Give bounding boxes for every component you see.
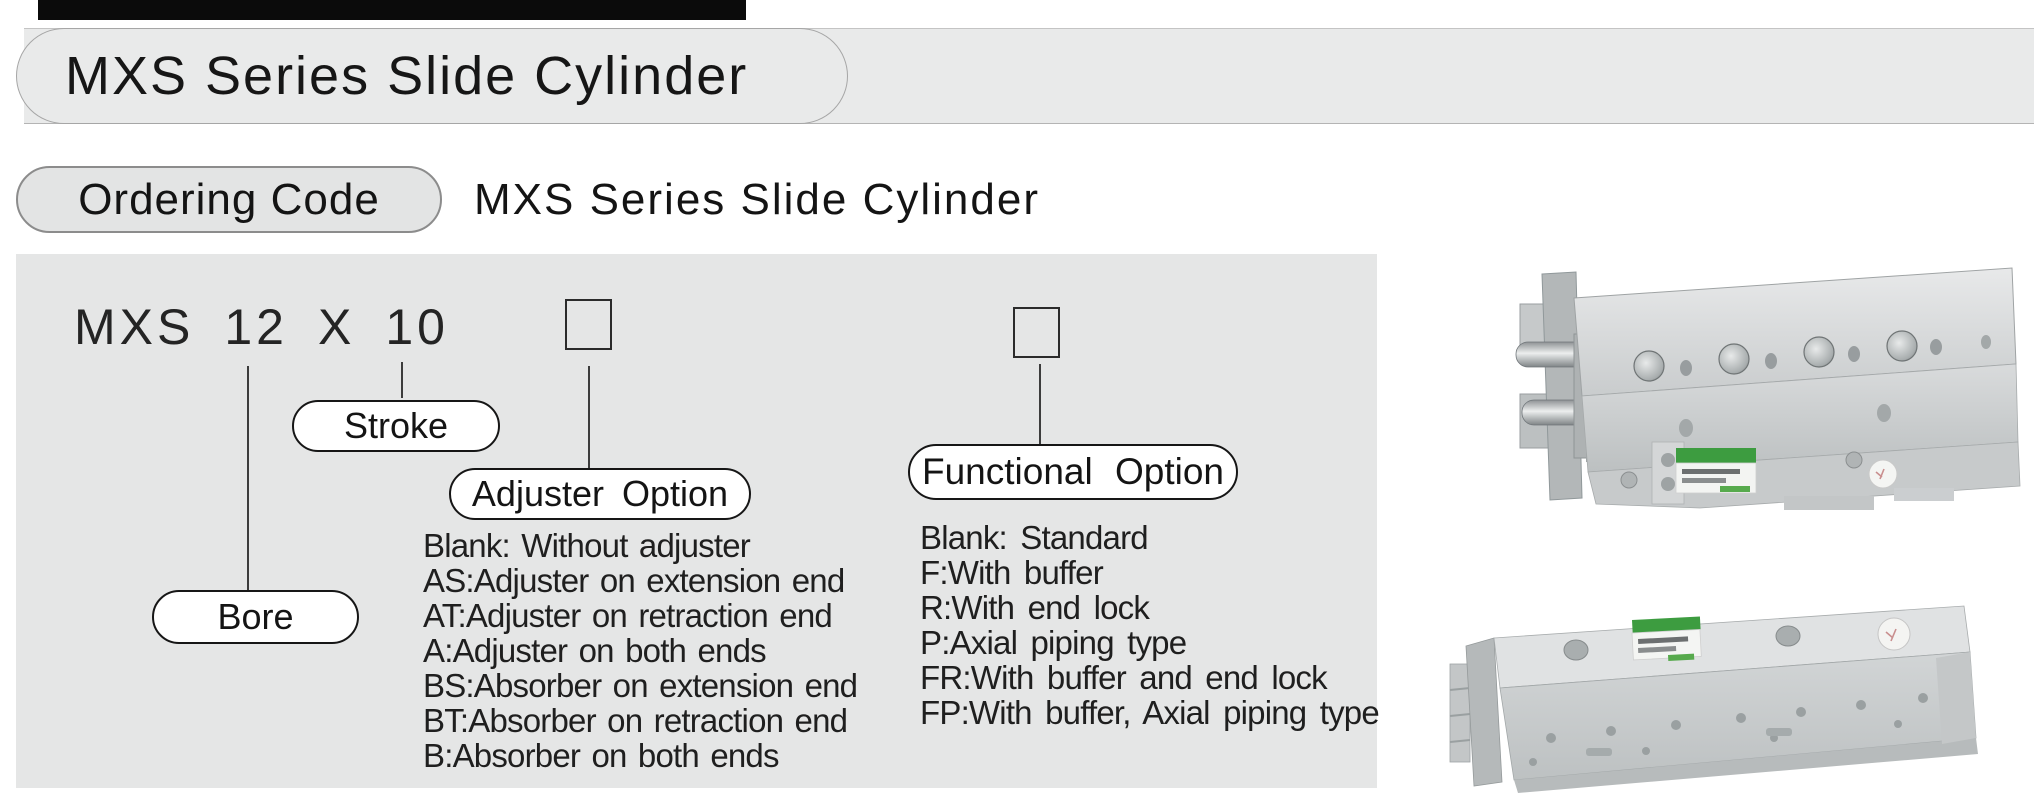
- functional-option-label-pill: Functional Option: [908, 444, 1238, 500]
- code-separator: X: [317, 299, 356, 355]
- ordering-section-heading: MXS Series Slide Cylinder: [474, 174, 1040, 224]
- connector-line-adjuster: [588, 366, 590, 468]
- code-stroke-value: 10: [385, 299, 449, 355]
- qc-sticker: [1878, 618, 1910, 650]
- adjuster-option-item: AT:Adjuster on retraction end: [423, 597, 832, 634]
- brand-label: [1676, 448, 1756, 493]
- connector-line-functional: [1039, 364, 1041, 444]
- adjuster-option-item: AS:Adjuster on extension end: [423, 562, 845, 599]
- connector-line-bore: [247, 366, 249, 592]
- adjuster-option-item: A:Adjuster on both ends: [423, 632, 766, 669]
- ordering-code-badge-label: Ordering Code: [78, 174, 380, 224]
- stroke-label-pill: Stroke: [292, 400, 500, 452]
- adjuster-option-label-pill: Adjuster Option: [449, 468, 751, 520]
- functional-option-item: P:Axial piping type: [920, 624, 1187, 661]
- ordering-code-badge: [16, 166, 442, 233]
- top-black-bar: [38, 0, 746, 20]
- ordering-diagram-panel: [16, 254, 1377, 788]
- adjuster-option-item: Blank: Without adjuster: [423, 527, 750, 564]
- code-bore-value: 12: [224, 299, 288, 355]
- functional-option-item: FR:With buffer and end lock: [920, 659, 1327, 696]
- functional-options-list: [920, 520, 1379, 730]
- ordering-code-example: [74, 298, 449, 356]
- functional-option-item: Blank: Standard: [920, 519, 1148, 556]
- qc-sticker: [1869, 460, 1897, 488]
- product-photo-bottom-view: [1436, 586, 2016, 794]
- adjuster-option-item: BS:Absorber on extension end: [423, 667, 858, 704]
- adjuster-option-box: [565, 299, 612, 350]
- functional-option-item: FP:With buffer, Axial piping type: [920, 694, 1379, 731]
- product-photo-top-view: [1424, 246, 2024, 522]
- bore-label-pill: Bore: [152, 590, 359, 644]
- adjuster-options-list: [423, 528, 857, 773]
- functional-option-box: [1013, 307, 1060, 358]
- code-series: MXS: [74, 299, 195, 355]
- page-title-pill: [16, 28, 848, 124]
- page-title: MXS Series Slide Cylinder: [65, 46, 749, 106]
- brand-label: [1632, 616, 1701, 661]
- connector-line-stroke: [401, 362, 403, 398]
- functional-option-item: F:With buffer: [920, 554, 1103, 591]
- functional-option-item: R:With end lock: [920, 589, 1150, 626]
- adjuster-option-item: BT:Absorber on retraction end: [423, 702, 848, 739]
- adjuster-option-item: B:Absorber on both ends: [423, 737, 779, 774]
